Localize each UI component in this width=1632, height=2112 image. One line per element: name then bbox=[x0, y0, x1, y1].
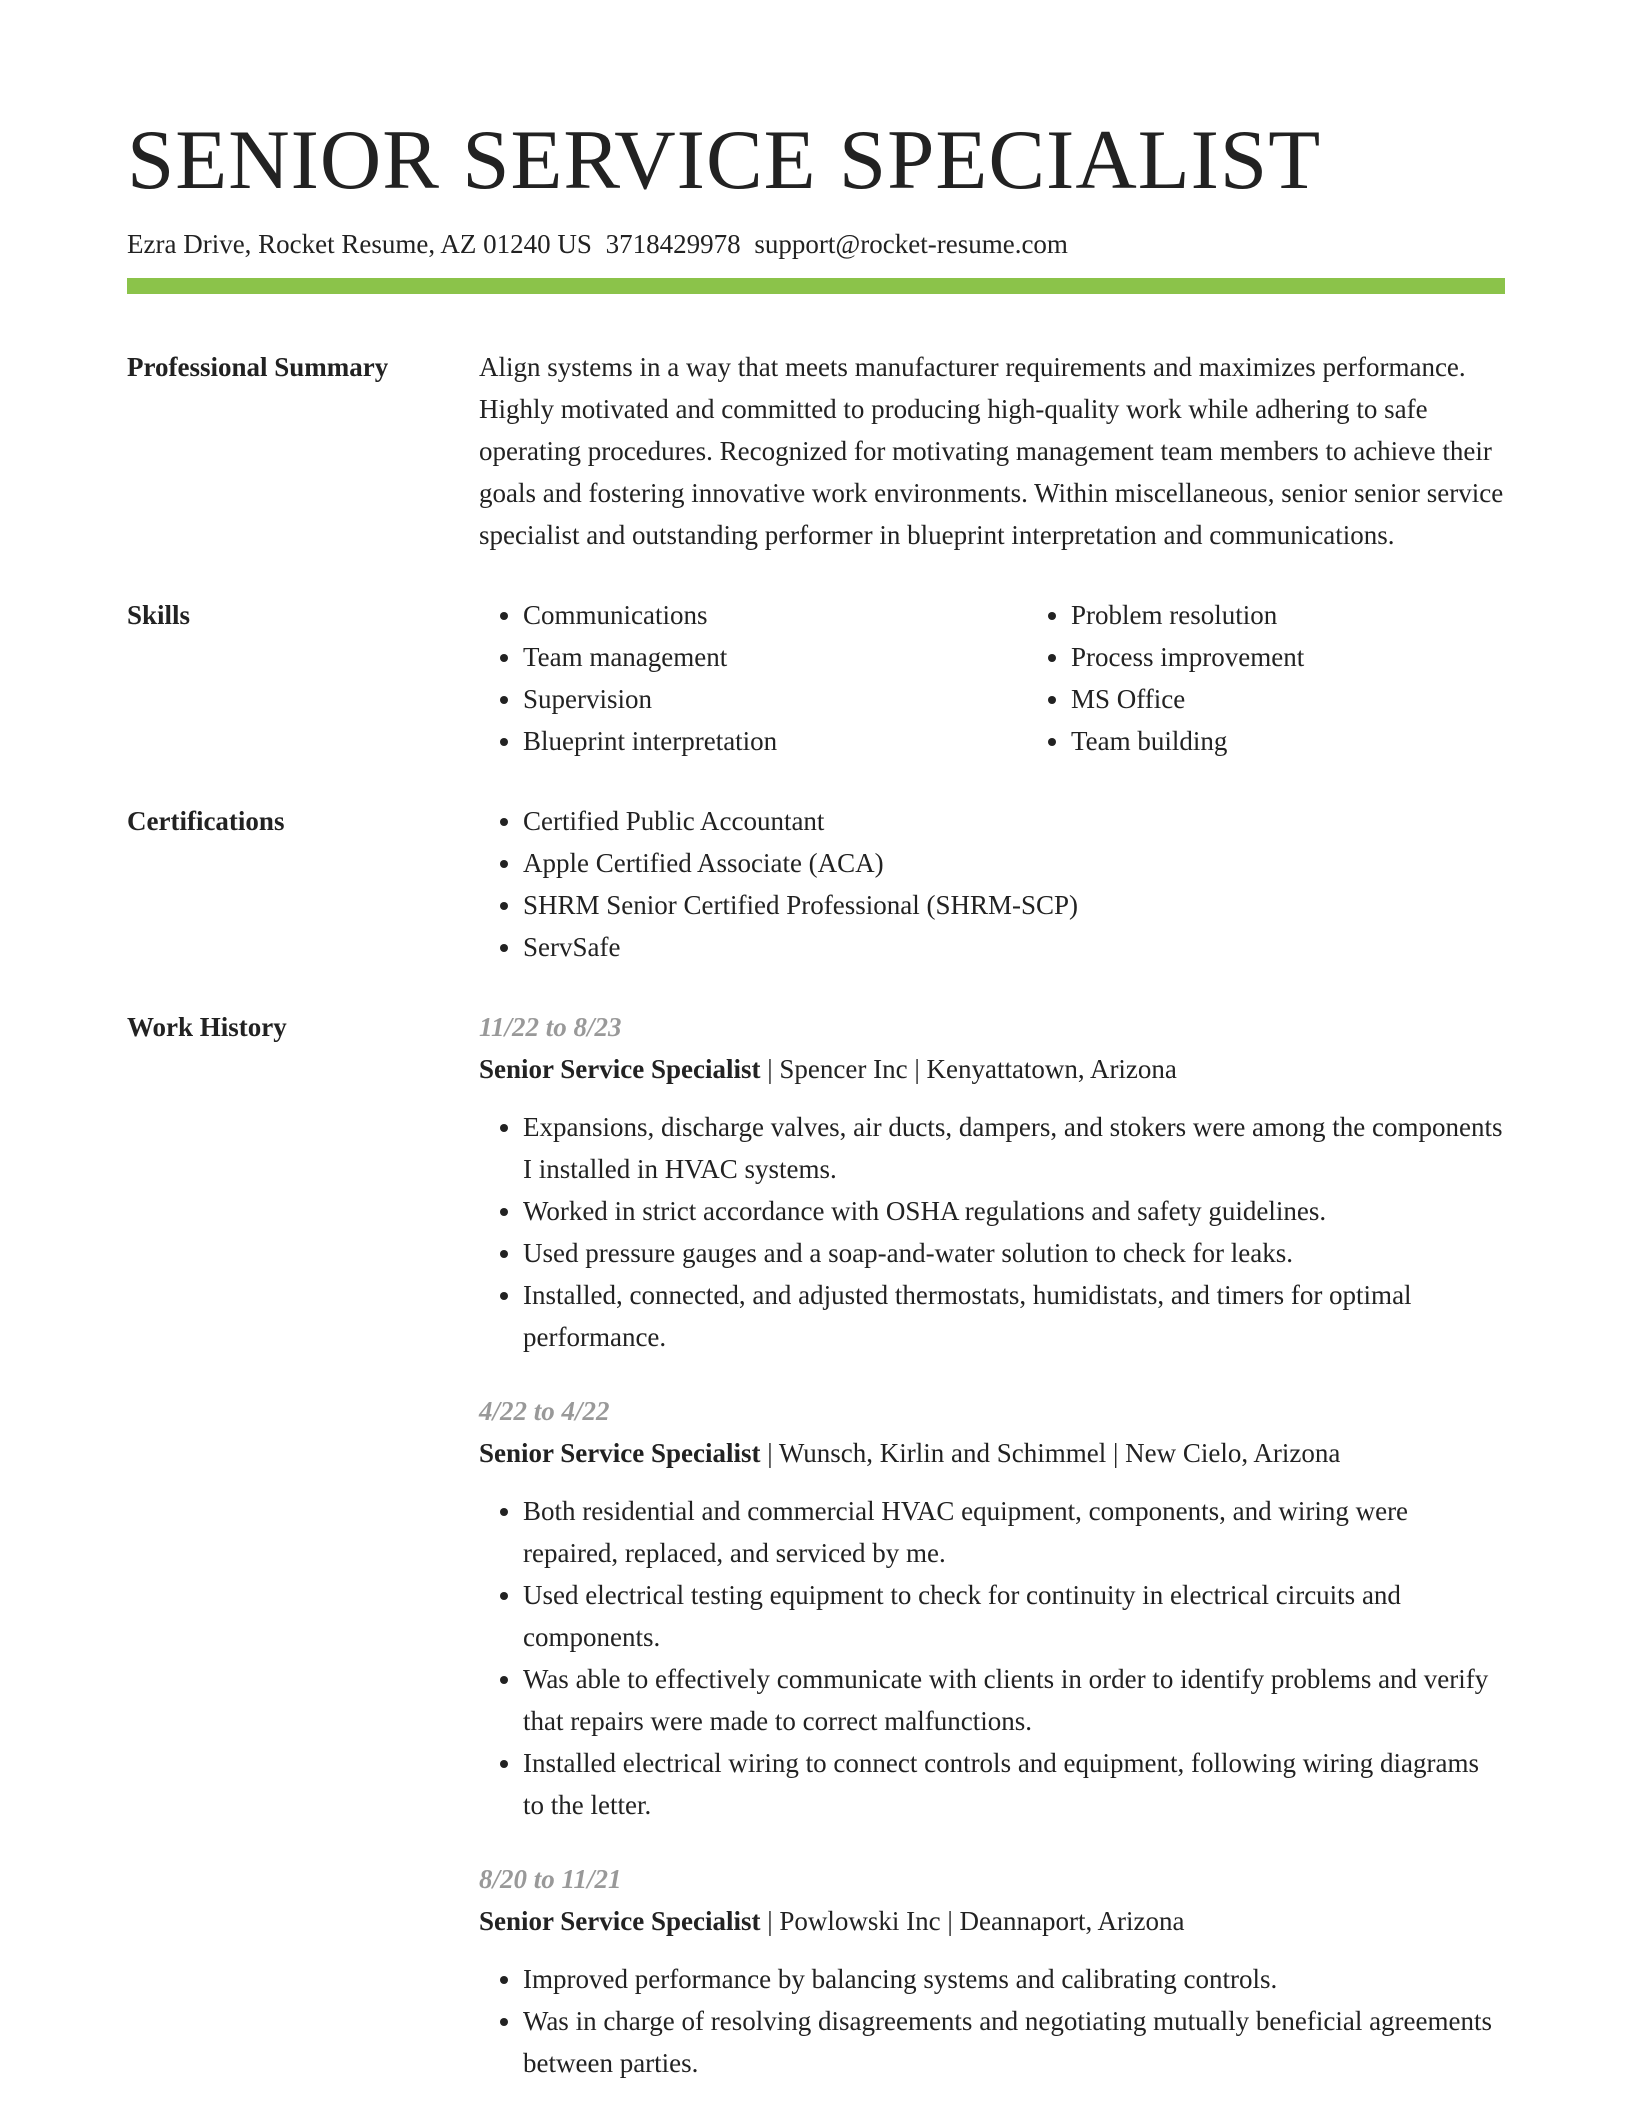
summary-body bbox=[479, 346, 1505, 556]
job-bullet: • Installed, connected, and adjusted thermostats, humidistats, and timers for optimal performance. bbox=[523, 1274, 1505, 1358]
certifications-body bbox=[479, 800, 1505, 968]
job-title: Senior Service Specialist bbox=[479, 1438, 761, 1469]
skill-item: • Blueprint interpretation bbox=[523, 720, 1027, 762]
job-bullet: • Used electrical testing equipment to check for continuity in electrical circuits and components. bbox=[523, 1574, 1505, 1658]
job-dates: 11/22 to 8/23 bbox=[479, 1012, 622, 1043]
certification-item: • Certified Public Accountant bbox=[523, 800, 1505, 842]
job-bullet: • Installed electrical wiring to connect controls and equipment, following wiring diagrams to the letter. bbox=[523, 1742, 1505, 1826]
job-details: | Powlowski Inc | Deannaport, Arizona bbox=[760, 1906, 1185, 1937]
contact-address: Ezra Drive, Rocket Resume, AZ 01240 US bbox=[127, 229, 592, 259]
skill-item: • Problem resolution bbox=[1071, 594, 1575, 636]
job-bullet: • Was able to effectively communicate with clients in order to identify problems and verify that repairs were made to correct malfunctions. bbox=[523, 1658, 1505, 1742]
job-bullet: • Was in charge of resolving disagreements and negotiating mutually beneficial agreements between parties. bbox=[523, 2000, 1505, 2084]
job-bullets bbox=[479, 1490, 1505, 1826]
resume-name: SENIOR SERVICE SPECIALIST bbox=[127, 113, 1322, 207]
skill-item: • Process improvement bbox=[1071, 636, 1575, 678]
skills-heading: Skills bbox=[127, 600, 191, 631]
skill-item: • Team building bbox=[1071, 720, 1575, 762]
job-bullet: • Both residential and commercial HVAC equipment, components, and wiring were repaired, replaced, and serviced by me. bbox=[523, 1490, 1505, 1574]
job-entry bbox=[479, 1390, 1505, 1826]
header-divider bbox=[127, 278, 1505, 294]
summary-heading: Professional Summary bbox=[127, 352, 389, 383]
contact-line bbox=[127, 227, 1505, 262]
certifications-section bbox=[127, 800, 1505, 968]
job-header bbox=[479, 1432, 1505, 1474]
work-history-heading: Work History bbox=[127, 1012, 287, 1043]
skills-list-right bbox=[1027, 594, 1575, 762]
skill-item: • MS Office bbox=[1071, 678, 1575, 720]
skills-list-left bbox=[479, 594, 1027, 762]
job-header bbox=[479, 1900, 1505, 1942]
certification-item: • Apple Certified Associate (ACA) bbox=[523, 842, 1505, 884]
certification-item: • ServSafe bbox=[523, 926, 1505, 968]
skills-grid bbox=[479, 594, 1575, 762]
job-bullet: • Used pressure gauges and a soap-and-water solution to check for leaks. bbox=[523, 1232, 1505, 1274]
skills-body bbox=[479, 594, 1575, 762]
job-bullet: • Improved performance by balancing systems and calibrating controls. bbox=[523, 1958, 1505, 2000]
certification-item: • SHRM Senior Certified Professional (SHRM-SCP) bbox=[523, 884, 1505, 926]
job-entry bbox=[479, 1858, 1505, 2084]
contact-email: support@rocket-resume.com bbox=[754, 229, 1068, 259]
job-entry bbox=[479, 1006, 1505, 1358]
work-history-body bbox=[479, 1006, 1505, 2084]
job-bullets bbox=[479, 1958, 1505, 2084]
certifications-heading: Certifications bbox=[127, 806, 285, 837]
contact-phone: 3718429978 bbox=[605, 229, 741, 259]
job-title: Senior Service Specialist bbox=[479, 1906, 761, 1937]
job-bullet: • Expansions, discharge valves, air ducts, dampers, and stokers were among the components I installed in HVAC systems. bbox=[523, 1106, 1505, 1190]
job-bullet: • Worked in strict accordance with OSHA regulations and safety guidelines. bbox=[523, 1190, 1505, 1232]
job-dates: 4/22 to 4/22 bbox=[479, 1396, 610, 1427]
job-title: Senior Service Specialist bbox=[479, 1054, 761, 1085]
job-header bbox=[479, 1048, 1505, 1090]
skill-item: • Communications bbox=[523, 594, 1027, 636]
skill-item: • Supervision bbox=[523, 678, 1027, 720]
skill-item: • Team management bbox=[523, 636, 1027, 678]
job-bullets bbox=[479, 1106, 1505, 1358]
skills-section bbox=[127, 594, 1505, 762]
job-dates: 8/20 to 11/21 bbox=[479, 1864, 622, 1895]
summary-section bbox=[127, 346, 1505, 556]
summary-text: Align systems in a way that meets manufacturer requirements and maximizes performance. Highly motivated and committed to producing high-quality work while adhering to safe operating procedures. Recognized for motivating management team members to achieve their goals and fostering innovative work environments. Within miscellaneous, senior senior service specialist and outstanding performer in blueprint interpretation and communications. bbox=[479, 352, 1504, 551]
job-details: | Wunsch, Kirlin and Schimmel | New Cielo, Arizona bbox=[760, 1438, 1341, 1469]
job-details: | Spencer Inc | Kenyattatown, Arizona bbox=[760, 1054, 1177, 1085]
work-history-section bbox=[127, 1006, 1505, 2084]
certifications-list bbox=[479, 800, 1505, 968]
